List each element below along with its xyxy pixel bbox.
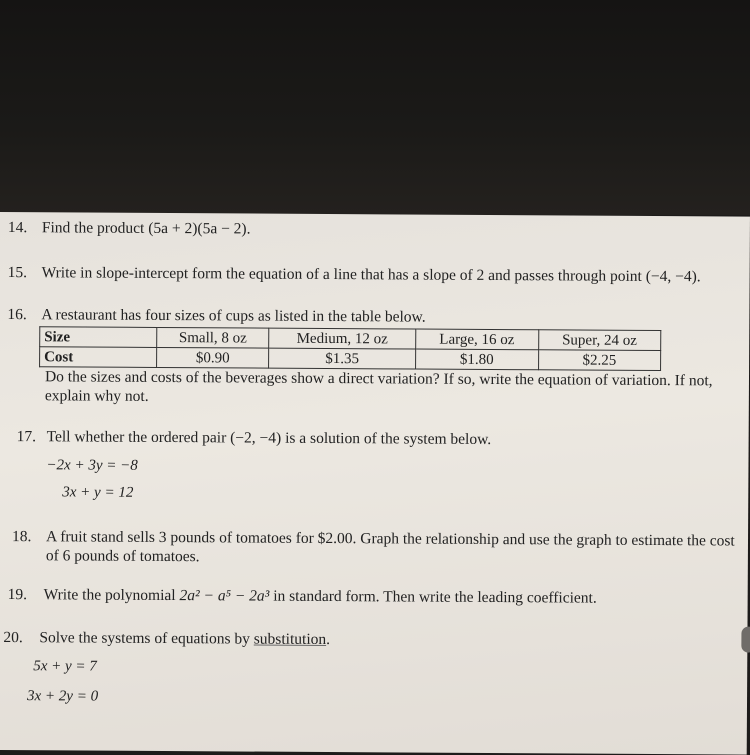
problem-text: Tell whether the ordered pair (−2, −4) is a solution of the system below. bbox=[46, 428, 492, 449]
table-cell: $1.80 bbox=[415, 349, 538, 370]
problem-17 bbox=[0, 427, 749, 449]
table-cell: Large, 16 oz bbox=[415, 329, 538, 350]
problem-text: Write in slope-intercept form the equation of a line that has a slope of 2 and passes through point (−4, −4). bbox=[41, 264, 701, 286]
table-cell: Cost bbox=[40, 347, 157, 368]
problem-text-part: in standard form. Then write the leading coefficient. bbox=[273, 587, 597, 607]
table-cell: $2.25 bbox=[538, 350, 661, 371]
problem-16 bbox=[0, 305, 749, 326]
equation-line: 3x + y = 12 bbox=[62, 484, 134, 501]
dark-background bbox=[0, 0, 750, 215]
problem-text: A fruit stand sells 3 pounds of tomatoes for $2.00. Graph the relationship and use the graph to estimate the cost of 6 pounds of tomatoes. bbox=[45, 528, 735, 566]
worksheet-page bbox=[0, 212, 750, 755]
equation-line: −2x + 3y = −8 bbox=[46, 457, 138, 474]
problem-number: 14. bbox=[7, 219, 28, 237]
problem-number: 17. bbox=[16, 428, 37, 446]
problem-text: A restaurant has four sizes of cups as listed in the table below. bbox=[41, 306, 426, 326]
problem-number: 19. bbox=[7, 586, 28, 604]
problem-text-part: Solve the systems of equations by bbox=[39, 629, 250, 648]
problem-number: 20. bbox=[3, 629, 23, 647]
underlined-word: substitution bbox=[253, 630, 327, 649]
problem-19 bbox=[0, 585, 748, 607]
problem-text-part: Write the polynomial bbox=[43, 586, 176, 605]
problem-number: 18. bbox=[11, 528, 32, 546]
problem-number: 15. bbox=[7, 264, 28, 282]
cup-sizes-table bbox=[39, 326, 661, 371]
problem-15 bbox=[0, 263, 750, 286]
problem-text: Find the product (5a + 2)(5a − 2). bbox=[41, 219, 251, 238]
table-cell: Size bbox=[40, 327, 157, 348]
problem-20 bbox=[0, 628, 747, 649]
table-cell: Small, 8 oz bbox=[157, 327, 269, 348]
table-cell: Super, 24 oz bbox=[538, 330, 661, 351]
binder-tab bbox=[741, 627, 750, 653]
table-cell: Medium, 12 oz bbox=[269, 328, 416, 349]
problem-18 bbox=[0, 527, 748, 566]
equation-line: 3x + 2y = 0 bbox=[26, 688, 99, 705]
problem-text-part: . bbox=[326, 631, 331, 649]
problem-text bbox=[39, 628, 743, 651]
table-cell: $1.35 bbox=[269, 348, 416, 369]
equation-line: 5x + y = 7 bbox=[33, 658, 97, 675]
problem-14 bbox=[0, 218, 750, 238]
table-cell: $0.90 bbox=[157, 347, 269, 368]
problem-question: Do the sizes and costs of the beverages show a direct variation? If so, write the equation of variation. If not, explain why not. bbox=[44, 368, 713, 405]
polynomial-expression: 2a² − a⁵ − 2a³ bbox=[179, 587, 270, 605]
problem-text bbox=[44, 585, 744, 608]
problem-number: 16. bbox=[7, 306, 27, 324]
